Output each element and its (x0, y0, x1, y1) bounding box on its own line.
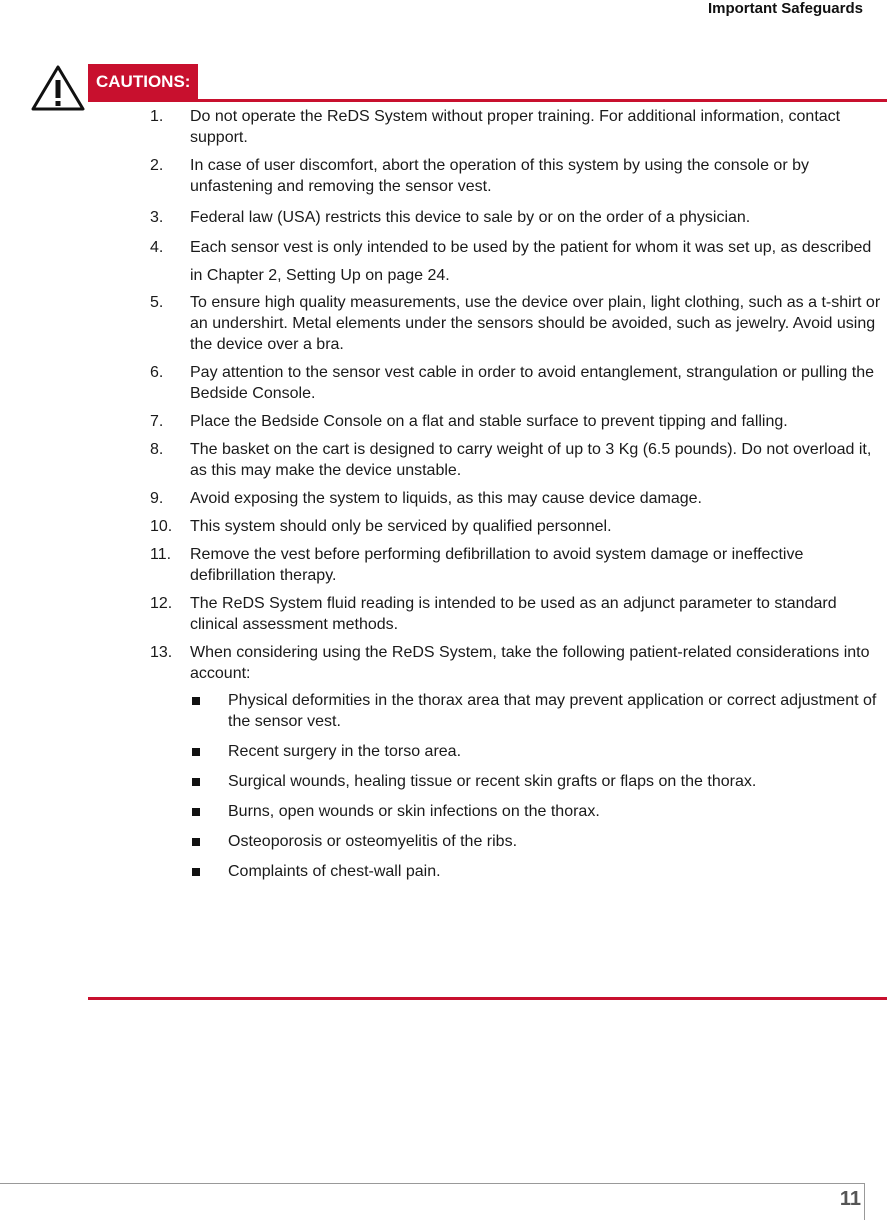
cautions-list (150, 106, 885, 898)
list-item: 8. The basket on the cart is designed to carry weight of up to 3 Kg (6.5 pounds). Do not overload it, as this may make the device unstable. (150, 441, 872, 479)
footer-divider-vertical (864, 1183, 865, 1220)
list-item: 2. In case of user discomfort, abort the operation of this system by using the console or by unfastening and removing the sensor vest. (150, 157, 809, 195)
running-header: Important Safeguards (707, 0, 863, 17)
square-bullet-icon (192, 748, 200, 756)
bullet-item: Recent surgery in the torso area. (190, 741, 885, 762)
warning-triangle-icon (30, 64, 86, 112)
list-item: 1. Do not operate the ReDS System without proper training. For additional information, contact support. (150, 108, 841, 146)
bullet-item: Surgical wounds, healing tissue or recent skin grafts or flaps on the thorax. (190, 771, 885, 792)
bullet-item: Osteoporosis or osteomyelitis of the ribs. (190, 831, 885, 852)
bullet-item: Complaints of chest-wall pain. (190, 861, 885, 882)
square-bullet-icon (192, 838, 200, 846)
list-item: 13. When considering using the ReDS System, take the following patient-related considerations into account: Physical deformities in the thorax area that may prevent application or correct adjustment of the sensor vest. Recent surgery in the torso area. Surgical wounds, healing tissue or recent skin grafts or flaps on the thorax. Burns, open wounds or skin infections on the thorax. Osteoporosis or osteomyelitis of the ribs. Complaints of chest-wall pain. (150, 642, 885, 891)
cautions-label: CAUTIONS: (88, 64, 198, 100)
list-item: 6. Pay attention to the sensor vest cable in order to avoid entanglement, strangulation or pulling the Bedside Console. (150, 364, 874, 402)
list-item: 9. Avoid exposing the system to liquids, as this may cause device damage. (150, 490, 702, 507)
considerations-list (190, 690, 885, 882)
square-bullet-icon (192, 778, 200, 786)
bullet-item: Physical deformities in the thorax area that may prevent application or correct adjustment of the sensor vest. (190, 690, 885, 732)
list-item: 7. Place the Bedside Console on a flat and stable surface to prevent tipping and falling. (150, 413, 788, 430)
list-item: 11. Remove the vest before performing defibrillation to avoid system damage or ineffective defibrillation therapy. (150, 546, 804, 584)
list-item: 12. The ReDS System fluid reading is intended to be used as an adjunct parameter to standard clinical assessment methods. (150, 595, 837, 633)
list-item: 3. Federal law (USA) restricts this device to sale by or on the order of a physician. (150, 209, 751, 226)
page-number: 11 (839, 1188, 861, 1210)
list-item: 4. Each sensor vest is only intended to be used by the patient for whom it was set up, as described in Chapter 2, Setting Up on page 24. (150, 239, 872, 284)
list-item: 10. This system should only be serviced by qualified personnel. (150, 518, 612, 535)
square-bullet-icon (192, 697, 200, 705)
bullet-item: Burns, open wounds or skin infections on the thorax. (190, 801, 885, 822)
section-bottom-divider (88, 997, 887, 1000)
section-top-divider (88, 99, 887, 102)
list-item: 5. To ensure high quality measurements, use the device over plain, light clothing, such as a t-shirt or an undershirt. Metal elements under the sensors should be avoided, such as jewelry. Avoid using the device over a bra. (150, 294, 881, 353)
square-bullet-icon (192, 808, 200, 816)
footer-divider (0, 1183, 865, 1184)
square-bullet-icon (192, 868, 200, 876)
